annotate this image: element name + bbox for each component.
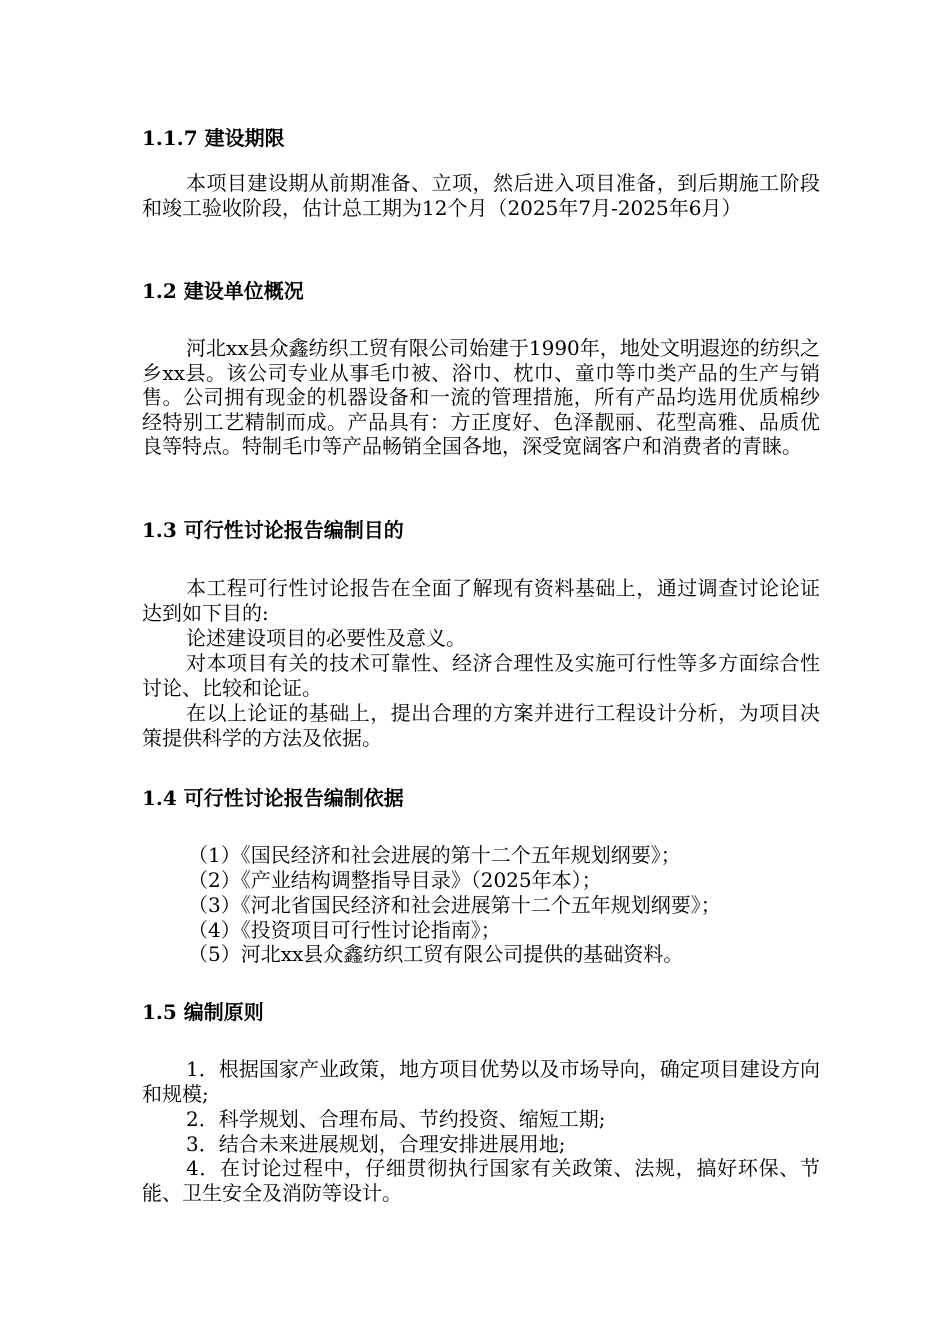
- paragraph-company-overview: 河北xx县众鑫纺织工贸有限公司始建于1990年，地处文明遐迩的纺织之乡xx县。该公司专业从事毛巾被、浴巾、枕巾、童巾等巾类产品的生产与销售。公司拥有现金的机器设备和一流的管理措施，所有产品均选用优质棉纱经特别工艺精制而成。产品具有：方正度好、色泽靓丽、花型高雅、品质优良等特点。特制毛巾等产品畅销全国各地，深受宽阔客户和消费者的青睐。: [142, 336, 820, 459]
- reference-item-4: （4）《投资项目可行性讨论指南》；: [188, 918, 501, 942]
- section-heading-1-3: 1.3 可行性讨论报告编制目的: [142, 518, 404, 542]
- section-heading-1-4: 1.4 可行性讨论报告编制依据: [142, 786, 404, 810]
- principle-item-3: 3．结合未来进展规划，合理安排进展用地;: [186, 1132, 566, 1156]
- paragraph-purpose-item-1: 论述建设项目的必要性及意义。: [186, 626, 466, 650]
- paragraph-purpose-intro: 本工程可行性讨论报告在全面了解现有资料基础上，通过调查讨论论证达到如下目的:: [142, 576, 820, 625]
- principle-item-1: 1．根据国家产业政策，地方项目优势以及市场导向，确定项目建设方向和规模;: [142, 1057, 820, 1106]
- section-heading-1-2: 1.2 建设单位概况: [142, 279, 304, 303]
- reference-item-1: （1）《国民经济和社会进展的第十二个五年规划纲要》；: [188, 843, 681, 867]
- section-heading-1-1-7: 1.1.7 建设期限: [142, 126, 285, 150]
- principle-item-2: 2．科学规划、合理布局、节约投资、缩短工期;: [186, 1107, 606, 1131]
- section-heading-1-5: 1.5 编制原则: [142, 1000, 264, 1024]
- paragraph-purpose-item-2: 对本项目有关的技术可靠性、经济合理性及实施可行性等多方面综合性讨论、比较和论证。: [142, 651, 820, 700]
- reference-item-2: （2）《产业结构调整指导目录》（2025年本）；: [188, 868, 602, 892]
- reference-item-3: （3）《河北省国民经济和社会进展第十二个五年规划纲要》；: [188, 893, 721, 917]
- paragraph-purpose-item-3: 在以上论证的基础上，提出合理的方案并进行工程设计分析，为项目决策提供科学的方法及依据。: [142, 701, 820, 750]
- reference-item-5: （5）河北xx县众鑫纺织工贸有限公司提供的基础资料。: [188, 942, 684, 966]
- paragraph-construction-period: 本项目建设期从前期准备、立项，然后进入项目准备，到后期施工阶段和竣工验收阶段，估计总工期为12个月（2025年7月-2025年6月）: [142, 171, 820, 220]
- principle-item-4: 4．在讨论过程中，仔细贯彻执行国家有关政策、法规，搞好环保、节能、卫生安全及消防等设计。: [142, 1156, 820, 1205]
